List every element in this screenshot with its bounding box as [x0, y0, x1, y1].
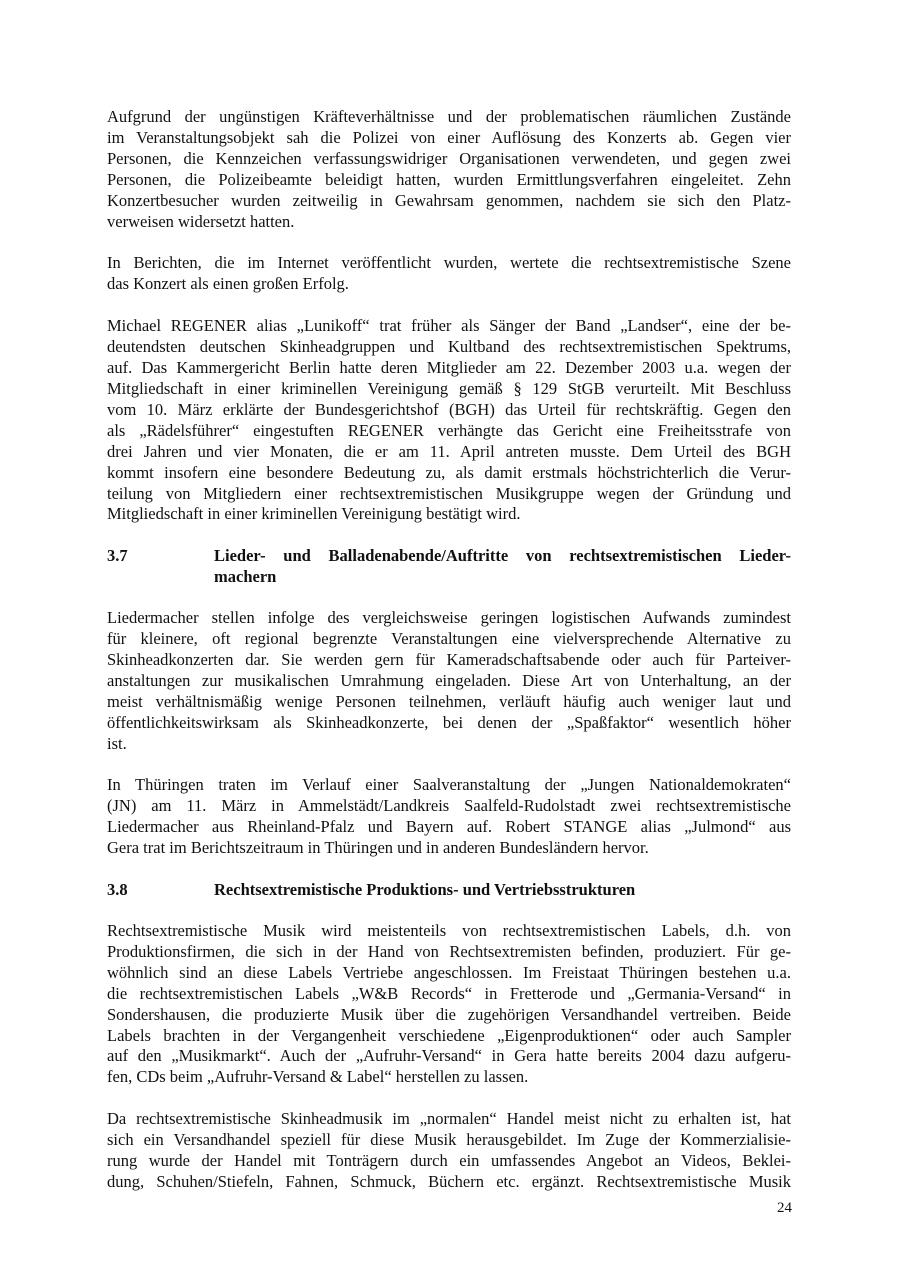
- text-line: (JN) am 11. März in Ammelstädt/Landkreis Saalfeld-Rudolstadt zwei rechtsextremistische: [107, 796, 791, 816]
- text-line: Sondershausen, die produzierte Musik über die zugehörigen Versandhandel vertreiben. Beide: [107, 1004, 791, 1024]
- section-heading-3-8: [107, 880, 791, 901]
- text-line: teilung von Mitgliedern einer rechtsextremistischen Musikgruppe wegen der Gründung und: [107, 483, 791, 503]
- text-line: Personen, die Kennzeichen verfassungswidriger Organisationen verwendeten, und gegen zwei: [107, 148, 791, 168]
- text-line: fen, CDs beim „Aufruhr-Versand & Label“ herstellen zu lassen.: [107, 1067, 529, 1087]
- paragraph-liedermacher: [107, 608, 791, 754]
- text-line: rung wurde der Handel mit Tonträgern durch ein umfassendes Angebot an Videos, Beklei-: [107, 1151, 791, 1171]
- text-line: Da rechtsextremistische Skinheadmusik im „normalen“ Handel meist nicht zu erhalten ist, hat: [107, 1109, 791, 1129]
- section-number: 3.8: [107, 880, 128, 900]
- text-line: verweisen widersetzt hatten.: [107, 211, 295, 231]
- text-line: für kleinere, oft regional begrenzte Veranstaltungen eine vielversprechende Alternative zu: [107, 629, 791, 649]
- text-line: meist verhältnismäßig wenige Personen teilnehmen, verläuft häufig auch weniger laut und: [107, 691, 791, 711]
- text-line: vom 10. März erklärte der Bundesgerichtshof (BGH) das Urteil für rechtskräftig. Gegen den: [107, 399, 791, 419]
- paragraph-versandhandel: [107, 1109, 791, 1193]
- text-line: Gera trat im Berichtszeitraum in Thüringen und in anderen Bundesländern hervor.: [107, 838, 649, 858]
- text-line: In Thüringen traten im Verlauf einer Saalveranstaltung der „Jungen Nationaldemokraten“: [107, 775, 791, 795]
- text-line: kommt insofern eine besondere Bedeutung zu, als damit erstmals höchstrichterlich die Verur-: [107, 462, 791, 482]
- paragraph-regener: [107, 316, 791, 525]
- text-line: die rechtsextremistischen Labels „W&B Records“ in Fretterode und „Germania-Versand“ in: [107, 983, 791, 1003]
- text-line: In Berichten, die im Internet veröffentlicht wurden, wertete die rechtsextremistische Szene: [107, 253, 791, 273]
- text-line: im Veranstaltungsobjekt sah die Polizei von einer Auflösung des Konzerts ab. Gegen vier: [107, 127, 791, 147]
- section-title: [214, 546, 791, 588]
- text-line: auf den „Musikmarkt“. Auch der „Aufruhr-Versand“ in Gera hatte bereits 2004 dazu aufgeru-: [107, 1046, 791, 1066]
- text-line: Liedermacher aus Rheinland-Pfalz und Bayern auf. Robert STANGE alias „Julmond“ aus: [107, 817, 791, 837]
- text-line: sich ein Versandhandel speziell für diese Musik herausgebildet. Im Zuge der Kommerzialisie-: [107, 1130, 791, 1150]
- text-line: Labels brachten in der Vergangenheit verschiedene „Eigenproduktionen“ oder auch Sampler: [107, 1025, 791, 1045]
- text-line: Personen, die Polizeibeamte beleidigt hatten, wurden Ermittlungsverfahren eingeleitet. Zehn: [107, 169, 791, 189]
- text-line: dung, Schuhen/Stiefeln, Fahnen, Schmuck, Büchern etc. ergänzt. Rechtsextremistische Musik: [107, 1171, 791, 1191]
- text-line: Liedermacher stellen infolge des vergleichsweise geringen logistischen Aufwands zumindest: [107, 608, 791, 628]
- section-title: [214, 880, 791, 901]
- heading-line: Lieder- und Balladenabende/Auftritte von rechtsextremistischen Lieder-: [214, 546, 791, 566]
- text-line: ist.: [107, 733, 127, 753]
- text-line: wöhnlich sind an diese Labels Vertriebe angeschlossen. Im Freistaat Thüringen bestehen u.a.: [107, 962, 791, 982]
- text-line: drei Jahren und vier Monaten, die er am 11. April antreten musste. Dem Urteil des BGH: [107, 441, 791, 461]
- paragraph-concert-dissolution: [107, 107, 791, 232]
- paragraph-labels: [107, 921, 791, 1088]
- text-line: als „Rädelsführer“ eingestuften REGENER verhängte das Gericht eine Freiheitsstrafe von: [107, 420, 791, 440]
- section-heading-3-7: [107, 546, 791, 588]
- heading-line: Rechtsextremistische Produktions- und Vertriebsstrukturen: [214, 880, 636, 900]
- paragraph-internet-reports: [107, 253, 791, 295]
- text-line: Konzertbesucher wurden zeitweilig in Gewahrsam genommen, nachdem sie sich den Platz-: [107, 190, 791, 210]
- text-line: Produktionsfirmen, die sich in der Hand von Rechtsextremisten befinden, produziert. Für ge-: [107, 941, 791, 961]
- page-number: 24: [777, 1200, 792, 1216]
- text-line: Skinheadkonzerten dar. Sie werden gern für Kameradschaftsabende oder auch für Parteiver-: [107, 649, 791, 669]
- text-line: auf. Das Kammergericht Berlin hatte deren Mitglieder am 22. Dezember 2003 u.a. wegen der: [107, 358, 791, 378]
- text-line: anstaltungen zur musikalischen Umrahmung eingeladen. Diese Art von Unterhaltung, an der: [107, 670, 791, 690]
- text-line: öffentlichkeitswirksam als Skinheadkonzerte, bei denen der „Spaßfaktor“ wesentlich höher: [107, 712, 791, 732]
- text-line: Aufgrund der ungünstigen Kräfteverhältnisse und der problematischen räumlichen Zustände: [107, 107, 791, 126]
- text-line: das Konzert als einen großen Erfolg.: [107, 274, 349, 294]
- document-page: [107, 107, 791, 1214]
- section-number: 3.7: [107, 546, 128, 566]
- paragraph-thueringen: [107, 775, 791, 859]
- text-line: Mitgliedschaft in einer kriminellen Vereinigung bestätigt wird.: [107, 504, 521, 524]
- text-line: deutendsten deutschen Skinheadgruppen und Kultband des rechtsextremistischen Spektrums,: [107, 337, 791, 357]
- text-line: Mitgliedschaft in einer kriminellen Vereinigung gemäß § 129 StGB verurteilt. Mit Beschluss: [107, 378, 791, 398]
- text-line: Michael REGENER alias „Lunikoff“ trat früher als Sänger der Band „Landser“, eine der be-: [107, 316, 791, 336]
- text-line: Rechtsextremistische Musik wird meistenteils von rechtsextremistischen Labels, d.h. von: [107, 921, 791, 940]
- heading-line: machern: [214, 567, 277, 587]
